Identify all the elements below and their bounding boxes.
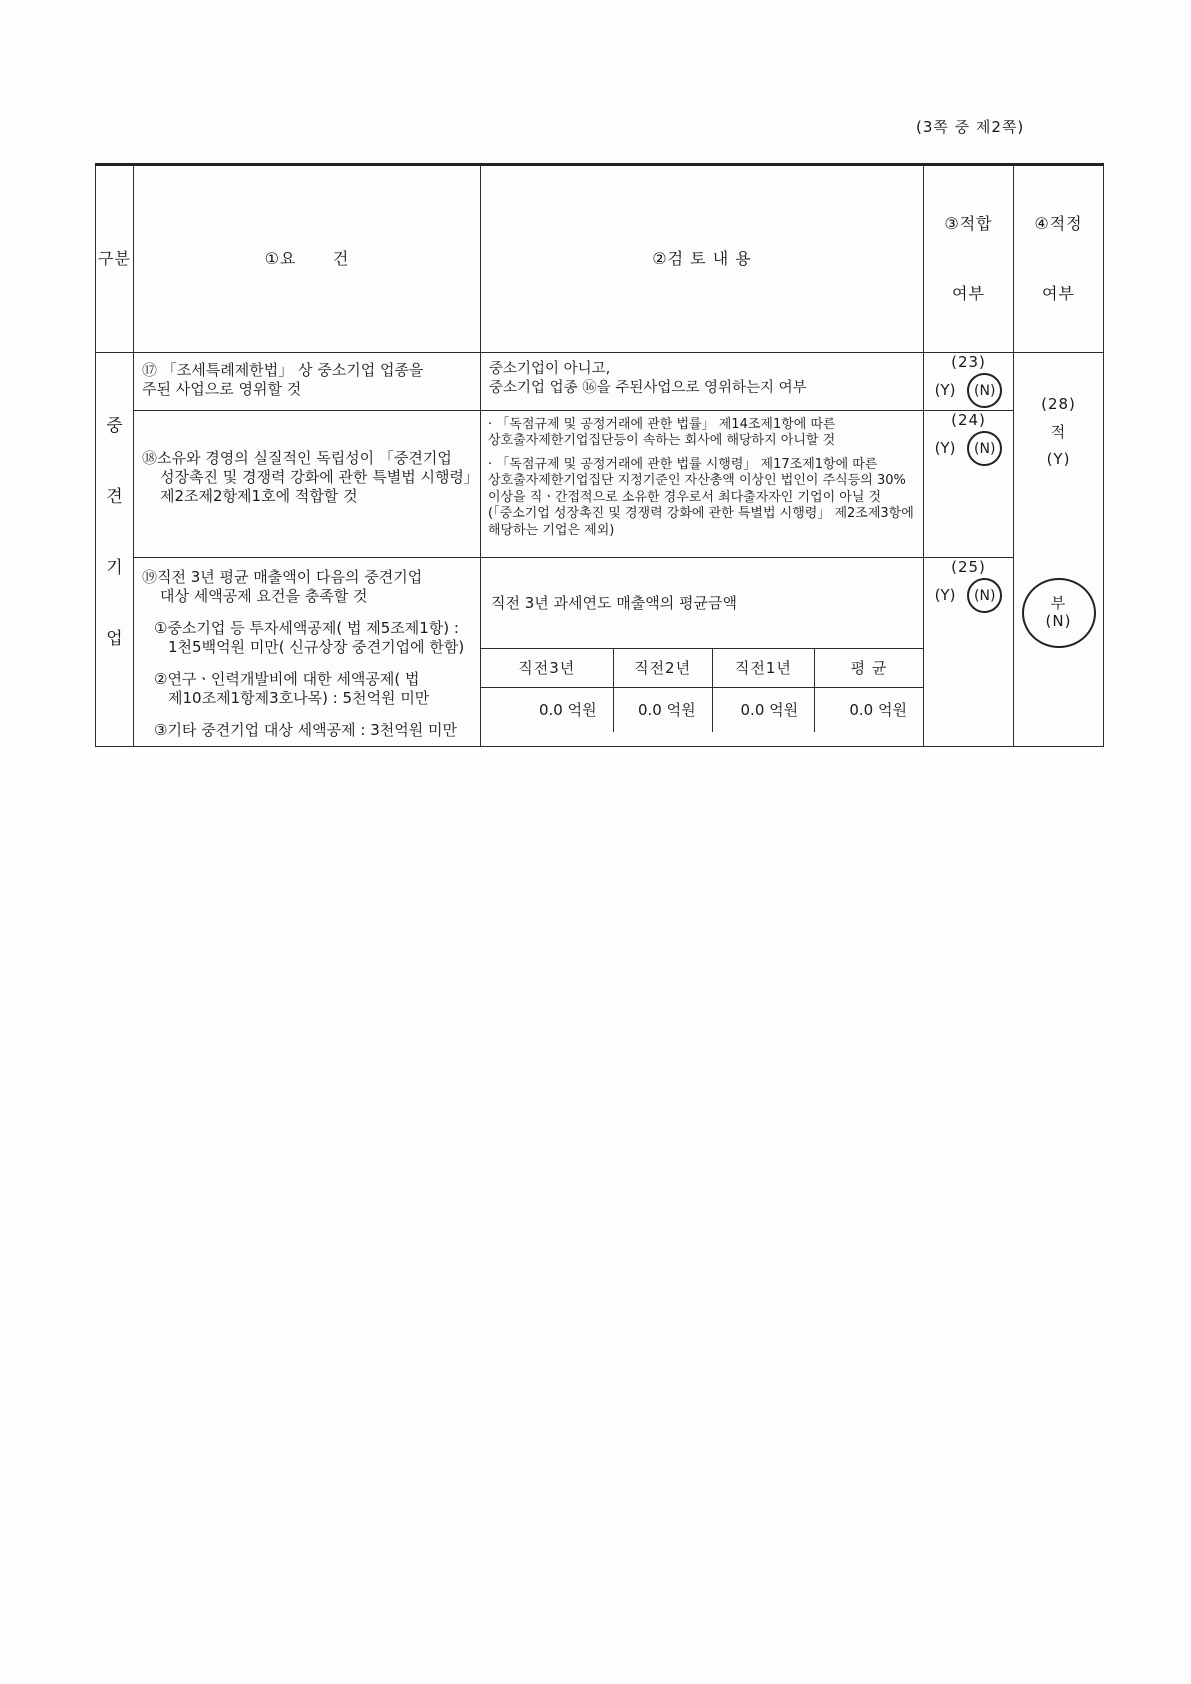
requirement-19-line2: 대상 세액공제 요건을 충족할 것: [160, 586, 368, 605]
revenue-subtable-header: [481, 648, 923, 687]
review-19-cell: [481, 557, 924, 746]
requirement-18-line2: 성장촉진 및 경쟁력 강화에 관한 특별법 시행령」: [160, 467, 479, 486]
revenue-prev2y-value: 0.0 억원: [614, 688, 713, 732]
subcol-header-average: 평 균: [850, 659, 888, 677]
requirement-18-line1: ⑱소유와 경영의 실질적인 독립성이 「중견기업: [142, 448, 452, 467]
requirement-19-item3: ③기타 중견기업 대상 세액공제 : 3천억원 미만: [154, 720, 457, 739]
header-category: 구분: [96, 165, 134, 353]
review-19-label: 직전 3년 과세연도 매출액의 평균금액: [491, 594, 737, 612]
table-row-19: [96, 557, 1104, 746]
conformity-23-cell: [924, 352, 1014, 410]
requirement-17-cell: [134, 352, 481, 410]
conformity-24-cell: [924, 410, 1014, 557]
header-conformity: [924, 165, 1014, 353]
category-char: 중: [106, 415, 123, 436]
category-cell: [96, 352, 134, 746]
circled-no-mark-24: (N): [966, 429, 1003, 466]
header-adequacy-line1: ④적정: [1034, 214, 1083, 234]
adequacy-fail-label: 부: [1050, 594, 1067, 613]
conformity-25-cell: [924, 557, 1014, 746]
requirement-18-line3: 제2조제2항제1호에 적합할 것: [160, 486, 358, 505]
adequacy-28-cell: [1014, 352, 1104, 746]
yes-mark-24: (Y): [934, 439, 956, 457]
revenue-subtable-values: [481, 687, 923, 732]
header-requirement: ①요 건: [134, 165, 481, 353]
requirement-17-line2: 주된 사업으로 영위할 것: [142, 379, 302, 398]
revenue-prev1y-value: 0.0 억원: [713, 688, 816, 732]
category-char: 견: [106, 486, 123, 507]
requirement-19-item2-line2: 제10조제1항제3호나목) : 5천억원 미만: [168, 688, 430, 707]
header-conformity-line2: 여부: [952, 283, 985, 303]
requirement-19-cell: [134, 557, 481, 746]
header-review: ②검 토 내 용: [481, 165, 924, 353]
requirement-19-item1-line2: 1천5백억원 미만( 신규상장 중견기업에 한함): [168, 637, 465, 656]
table-row-18: [96, 410, 1104, 557]
category-vertical-label: [96, 353, 133, 649]
category-char: 기: [106, 557, 123, 578]
adequacy-fail-mark: (N): [1045, 611, 1072, 630]
circled-no-mark-23: (N): [966, 371, 1003, 408]
circled-no-mark-25: (N): [966, 576, 1003, 613]
requirement-19-item1-line1: ①중소기업 등 투자세액공제( 법 제5조제1항) :: [154, 618, 459, 637]
table-header-row: [96, 165, 1104, 353]
requirements-table: [95, 163, 1104, 747]
circled-fail-mark: [1022, 578, 1096, 648]
review-17-line2: 중소기업 업종 ⑯을 주된사업으로 영위하는지 여부: [489, 379, 807, 396]
revenue-average-value: 0.0 억원: [849, 701, 907, 719]
revenue-prev3y-value: 0.0 억원: [481, 688, 614, 732]
requirement-17-line1: ⑰ 「조세특례제한법」 상 중소기업 업종을: [142, 360, 424, 379]
table-row-17: [96, 352, 1104, 410]
review-17-cell: [481, 352, 924, 410]
review-18-bullet2: · 「독점규제 및 공정거래에 관한 법률 시행령」 제17조제1항에 따른 상호출자제한기업집단 지정기준인 자산총액 이상인 법인이 주식등의 30%이상을 직ㆍ간접적으로 소유한 경우로서 최다출자자인 기업이 아닐 것 (「중소기업 성장촉진 및 경쟁력 강화에 관한 특별법 시행령」 제2조제3항에 해당하는 기업은 제외): [488, 456, 914, 538]
requirement-19-item2-line1: ②연구ㆍ인력개발비에 대한 세액공제( 법: [154, 669, 420, 688]
review-18-bullet1: · 「독점규제 및 공정거래에 관한 법률」 제14조제1항에 따른 상호출자제한기업집단등이 속하는 회사에 해당하지 아니할 것: [488, 416, 836, 448]
header-adequacy: [1014, 165, 1104, 353]
subcol-header-prev3y: 직전3년: [481, 649, 614, 687]
yes-mark-25: (Y): [934, 586, 956, 604]
page-number-note: (3쪽 중 제2쪽): [916, 118, 1025, 136]
yes-mark-23: (Y): [934, 381, 956, 399]
subcol-header-prev1y: 직전1년: [713, 649, 816, 687]
subcol-header-prev2y: 직전2년: [614, 649, 713, 687]
category-char: 업: [106, 628, 123, 649]
requirement-18-cell: [134, 410, 481, 557]
field-code-23: (23): [951, 352, 986, 371]
field-code-28: (28): [1041, 394, 1076, 413]
adequacy-pass-label: 적: [1050, 422, 1067, 441]
header-conformity-line1: ③적합: [944, 214, 993, 234]
header-adequacy-line2: 여부: [1042, 283, 1075, 303]
review-18-cell: [481, 410, 924, 557]
field-code-25: (25): [951, 557, 986, 576]
adequacy-pass-mark: (Y): [1046, 449, 1071, 468]
requirement-19-line1: ⑲직전 3년 평균 매출액이 다음의 중견기업: [142, 567, 423, 586]
review-17-line1: 중소기업이 아니고,: [489, 360, 611, 377]
field-code-24: (24): [951, 410, 986, 429]
